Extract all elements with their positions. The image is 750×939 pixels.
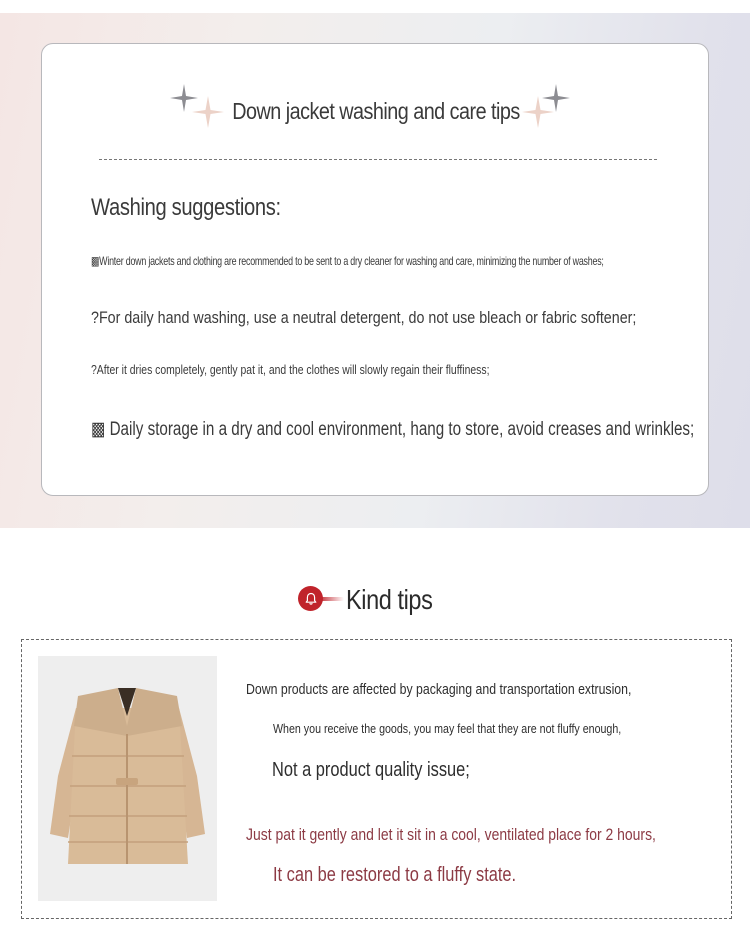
card-title: Down jacket washing and care tips [232,98,520,124]
washing-tip: ?After it dries completely, gently pat it, and the clothes will slowly regain their fluffiness; [91,362,490,377]
washing-tip: ▩ Daily storage in a dry and cool environment, hang to store, avoid creases and wrinkles; [91,419,695,440]
product-image [38,656,217,901]
washing-tip: ▩Winter down jackets and clothing are recommended to be sent to a dry cleaner for washing and care, minimizing the number of washes; [91,254,604,268]
kind-tip-line: When you receive the goods, you may feel that they are not fluffy enough, [273,721,622,736]
kind-tip-line-highlight: It can be restored to a fluffy state. [273,864,517,886]
kind-tips-title: Kind tips [346,584,433,615]
care-tips-section [0,13,750,528]
washing-tip: ?For daily hand washing, use a neutral detergent, do not use bleach or fabric softener; [91,308,637,327]
dashed-divider [99,159,657,160]
washing-suggestions-heading: Washing suggestions: [91,194,281,221]
kind-tip-line-highlight: Just pat it gently and let it sit in a cool, ventilated place for 2 hours, [246,825,656,844]
card-title-row [42,84,710,144]
sparkle-icon-right [516,84,576,130]
kind-tips-heading [296,584,476,620]
care-tips-card [41,43,709,496]
kind-tip-line: Down products are affected by packaging and transportation extrusion, [246,681,632,698]
kind-tip-line-emphasis: Not a product quality issue; [272,759,470,781]
bell-icon [298,586,323,611]
kind-tips-box [21,639,732,919]
